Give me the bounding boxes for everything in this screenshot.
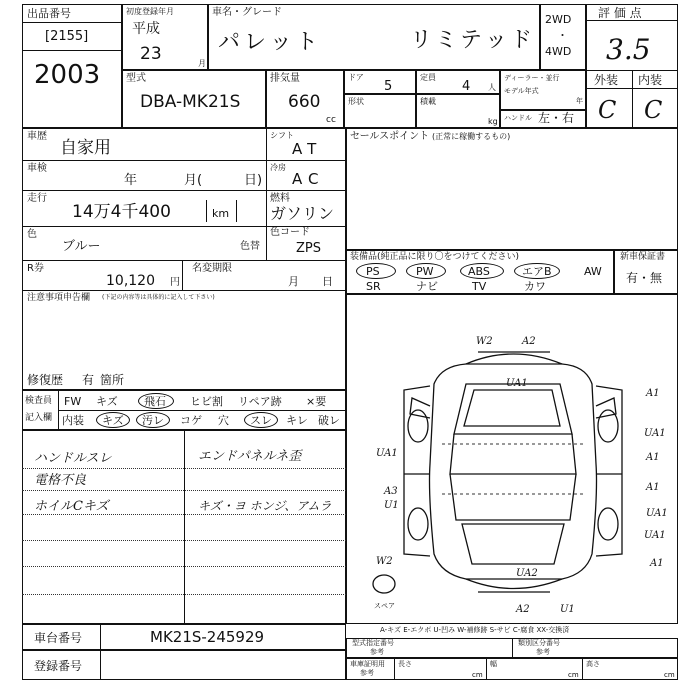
doors-value: 5: [384, 79, 393, 94]
doors-label: ドア: [348, 73, 364, 82]
divider: [236, 200, 237, 222]
registration-limit-label: 名変期限: [192, 263, 232, 274]
drive-2wd: 2WD: [545, 13, 572, 26]
int-item-hole: 穴: [218, 414, 229, 427]
recycle-label: R券: [27, 263, 44, 274]
divider: [512, 638, 513, 658]
divider: [22, 260, 346, 261]
category-label: 類別区分番号: [518, 639, 560, 647]
divider: [58, 410, 346, 411]
sales-points-note: (正常に稼働するもの): [432, 132, 511, 141]
capacity-value: 4: [462, 79, 471, 94]
first-reg-month: 月: [198, 59, 206, 68]
int-item-label: 内装: [62, 414, 84, 427]
divider: [394, 658, 395, 680]
mileage-label: 走行: [27, 193, 47, 204]
ext-item-chip-circle: [138, 393, 174, 409]
inspector-label: 検査員: [25, 396, 53, 406]
int-item-scratch-circle: [96, 412, 130, 428]
sales-points-cell: [346, 128, 678, 250]
ext-item-chip: 飛石: [144, 395, 166, 408]
shift-value: AT: [292, 140, 323, 158]
dmg-label: UA2: [516, 568, 538, 579]
equipment-label: 装備品(純正品に限り〇をつけてください): [350, 252, 520, 262]
info-block: [22, 128, 346, 390]
dmg-label: UA1: [644, 530, 666, 541]
divider: [22, 540, 346, 541]
recycle-unit: 円: [170, 277, 180, 288]
divider: [206, 200, 207, 222]
int-item-burn: コゲ: [180, 414, 202, 427]
dmg-label: A1: [646, 452, 660, 463]
divider: [22, 514, 346, 515]
recycle-value: 10,120: [106, 273, 155, 289]
divider: [632, 70, 633, 128]
category-ref: 参考: [536, 648, 550, 656]
remark-right-2: キズ・ヨ ホンジ、アムラ: [198, 499, 332, 513]
divider: [22, 566, 346, 567]
dmg-label: A2: [522, 336, 536, 347]
notes-label: 注意事項申告欄: [27, 293, 91, 303]
warranty-label: 新車保証書: [620, 252, 666, 262]
ext-item-crack: ヒビ割: [190, 395, 223, 408]
equip-pw-circle: [406, 263, 446, 279]
first-reg-year: 23: [140, 44, 162, 64]
mileage-unit: km: [212, 207, 230, 220]
divider: [266, 190, 346, 191]
divider: [22, 190, 266, 191]
load-label: 積載: [420, 97, 436, 106]
int-item-cut: キレ: [286, 414, 308, 427]
ac-label: 冷房: [270, 163, 286, 172]
fuel-value: ガソリン: [270, 204, 335, 223]
sales-points-label: セールスポイント: [350, 131, 430, 142]
inspection-label: 車検: [27, 163, 47, 174]
registration-limit-day: 日: [322, 275, 333, 288]
inspection-month: 月(: [184, 173, 203, 188]
legend: A-キズ E-エクボ U-凹み W-補修跡 S-サビ C-腐食 XX-交換済: [380, 626, 570, 634]
length-unit: cm: [472, 671, 483, 679]
repair-history-value: 有: [82, 373, 95, 387]
dmg-label: A1: [650, 558, 664, 569]
divider: [100, 624, 101, 650]
registration-limit-month: 月: [288, 275, 299, 288]
color-code-label: 色コード: [270, 227, 310, 238]
equip-ps-circle: [356, 263, 396, 279]
dmg-label: A1: [646, 482, 660, 493]
equip-airbag: エアB: [522, 265, 552, 278]
garage-cert-label: 車庫証明用: [350, 660, 385, 668]
int-item-wear-circle: [244, 412, 278, 428]
dmg-label: A3: [384, 486, 398, 497]
divider: [22, 50, 122, 51]
car-grade: リミテッド: [410, 28, 536, 53]
interior-label: 内装: [638, 73, 663, 87]
notes-sub: (下記の内容等は具体的に記入して下さい): [102, 294, 215, 301]
divider: [22, 290, 346, 291]
repair-history-suffix: 箇所: [100, 373, 125, 387]
inspector-label2: 記入欄: [25, 413, 53, 423]
equip-aw: AW: [584, 265, 602, 278]
shape-label: 形状: [348, 97, 364, 106]
warranty-value: 有・無: [626, 271, 663, 285]
car-name: パレット: [218, 30, 322, 55]
car-name-label: 車名・グレード: [212, 7, 282, 18]
dmg-label: UA1: [644, 428, 666, 439]
model-label: 型式: [126, 73, 146, 84]
color-code: ZPS: [296, 241, 321, 256]
dmg-label: A1: [646, 388, 660, 399]
int-item-tear: 破レ: [318, 414, 340, 427]
model-value: DBA-MK21S: [140, 92, 241, 112]
repaint-label: 色替: [240, 241, 260, 252]
garage-cert-ref: 参考: [360, 669, 374, 677]
dmg-label: W2: [476, 336, 493, 347]
divider: [266, 128, 267, 260]
equip-pw: PW: [416, 265, 434, 278]
int-item-scratch: キズ: [102, 414, 124, 427]
equip-ps: PS: [366, 265, 380, 278]
ext-item-repair: リペア跡: [238, 395, 282, 408]
shift-label: シフト: [270, 131, 294, 140]
garage-cell: [346, 658, 678, 680]
length-label: 長さ: [398, 660, 412, 668]
color-value: ブルー: [62, 239, 101, 254]
lot-label: 出品番号: [27, 7, 71, 20]
ext-item-fw: FW: [64, 395, 82, 408]
exterior-grade: C: [598, 96, 617, 124]
dealer-label: ディーラー・並行: [504, 74, 560, 82]
usage-label: 車歴: [27, 131, 47, 142]
divider: [58, 390, 59, 430]
remark-left-2: 電格不良: [34, 473, 87, 488]
divider: [22, 468, 346, 469]
int-item-dirt: 汚レ: [142, 414, 164, 427]
registration-label: 登録番号: [34, 659, 83, 673]
handle-label: ハンドル: [504, 114, 532, 122]
inspection-day: 日): [244, 173, 263, 188]
handle-value: 左・右: [538, 111, 575, 125]
divider: [100, 650, 101, 680]
inspection-year: 年: [124, 173, 138, 188]
usage-value: 自家用: [60, 138, 111, 158]
rating-label: 評 価 点: [598, 6, 642, 20]
ext-item-required: ×要: [306, 395, 327, 408]
divider: [22, 160, 266, 161]
fuel-label: 燃料: [270, 193, 290, 204]
ac-value: AC: [292, 170, 325, 188]
ext-item-scratch: キズ: [96, 395, 118, 408]
rating-value: 3.5: [606, 33, 651, 66]
interior-grade: C: [644, 96, 663, 124]
exterior-label: 外装: [594, 73, 619, 87]
displacement-value: 660: [288, 92, 321, 112]
displacement-unit: cc: [326, 115, 336, 125]
divider: [586, 20, 678, 21]
designation-ref: 参考: [370, 648, 384, 656]
displacement-label: 排気量: [270, 73, 300, 84]
dmg-label: UA1: [376, 448, 398, 459]
first-reg-label: 初度登録年月: [126, 7, 174, 16]
dmg-label: A2: [516, 604, 530, 615]
drive-dot: ・: [557, 29, 568, 42]
lot-year: 2003: [34, 60, 101, 90]
car-condition-diagram: [346, 294, 678, 624]
dmg-label: U1: [560, 604, 575, 615]
width-label: 幅: [490, 660, 497, 668]
equip-navi: ナビ: [416, 280, 438, 293]
load-unit: kg: [488, 117, 498, 126]
equip-leather: カワ: [524, 280, 546, 293]
divider: [182, 260, 183, 290]
divider: [266, 160, 346, 161]
capacity-label: 定員: [420, 73, 436, 82]
int-item-wear: スレ: [250, 414, 272, 427]
equip-airbag-circle: [514, 263, 560, 279]
remark-left-3: ホイルCキズ: [34, 499, 109, 514]
remark-right-1: エンドパネルネ歪: [198, 449, 302, 464]
color-label: 色: [27, 229, 37, 240]
divider: [486, 658, 487, 680]
chassis-label: 車台番号: [34, 631, 83, 645]
dmg-label: UA1: [506, 378, 528, 389]
int-item-dirt-circle: [136, 412, 170, 428]
first-reg-era: 平成: [132, 21, 160, 37]
remark-left-1: ハンドルスレ: [34, 451, 112, 466]
divider: [582, 658, 583, 680]
dealer-model-year: モデル年式: [504, 87, 539, 95]
dealer-year: 年: [576, 97, 583, 105]
lot-number: [2155]: [45, 29, 89, 44]
dmg-label: スペア: [374, 602, 395, 610]
drive-4wd: 4WD: [545, 45, 572, 58]
designation-label: 型式指定番号: [352, 639, 394, 647]
mileage-value: 14万4千400: [72, 202, 171, 222]
repair-history-label: 修復歴: [27, 373, 64, 387]
capacity-unit: 人: [488, 83, 496, 92]
equip-abs: ABS: [468, 265, 490, 278]
divider: [22, 594, 346, 595]
dmg-label: W2: [376, 556, 393, 567]
divider: [22, 22, 122, 23]
width-unit: cm: [568, 671, 579, 679]
dmg-label: UA1: [646, 508, 668, 519]
equip-abs-circle: [460, 263, 504, 279]
height-label: 高さ: [586, 660, 600, 668]
equip-tv: TV: [472, 280, 487, 293]
chassis-value: MK21S-245929: [150, 628, 265, 646]
equip-sr: SR: [366, 280, 381, 293]
dmg-label: U1: [384, 500, 399, 511]
height-unit: cm: [664, 671, 675, 679]
divider: [22, 490, 346, 491]
